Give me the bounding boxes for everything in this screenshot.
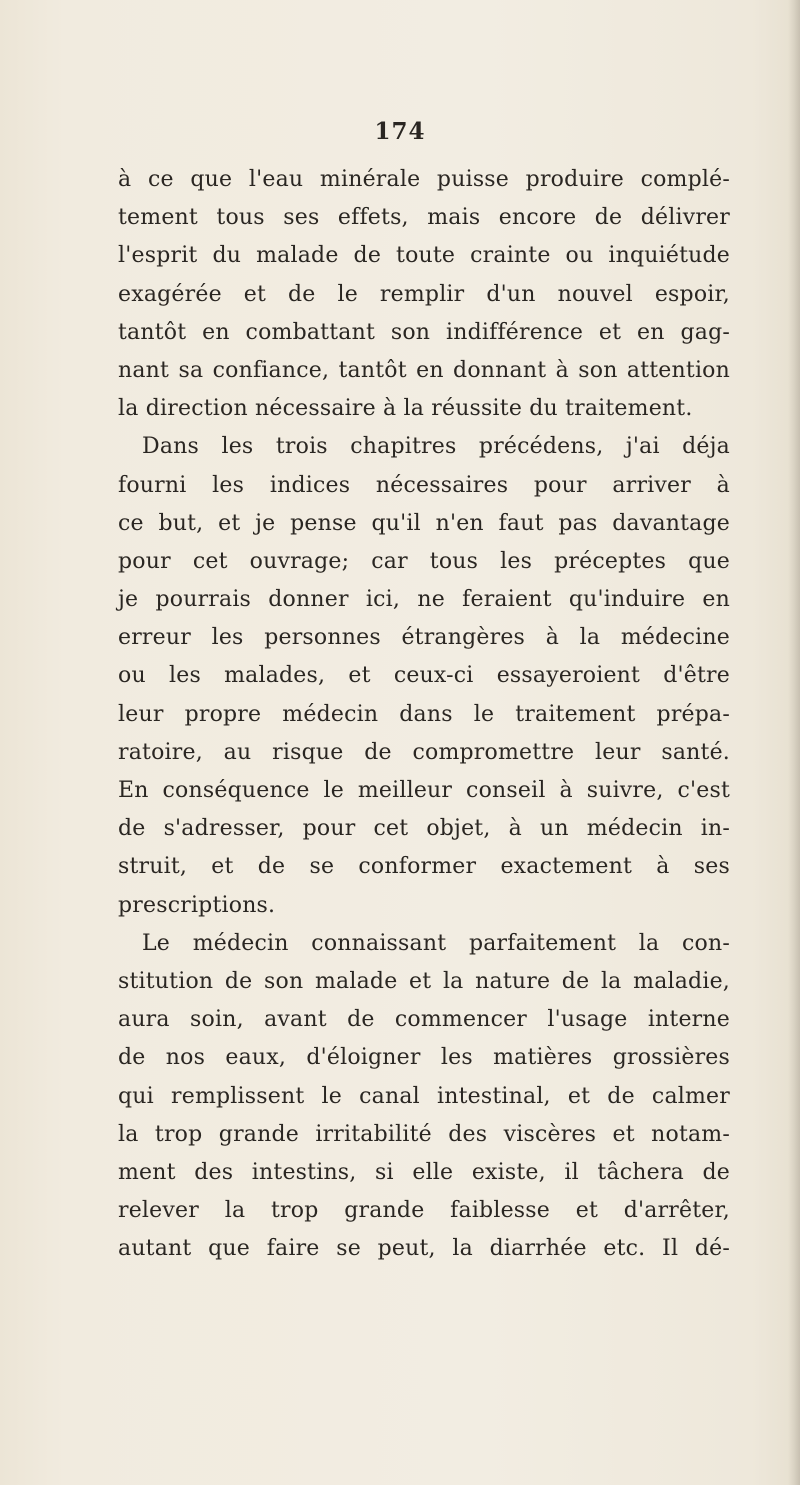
text-line: prescriptions. [118, 892, 276, 918]
text-line: fourni les indices nécessaires pour arriver à [118, 472, 730, 498]
text-line: aura soin, avant de commencer l'usage interne [118, 1007, 730, 1033]
text-line: tement tous ses effets, mais encore de délivrer [118, 205, 730, 231]
text-line: pour cet ouvrage; car tous les préceptes que [118, 548, 730, 574]
text-line: qui remplissent le canal intestinal, et de calmer [118, 1083, 730, 1109]
text-line: la trop grande irritabilité des viscères et notam- [118, 1121, 730, 1147]
text-line: de s'adresser, pour cet objet, à un médecin in- [118, 816, 730, 842]
text-line: ce but, et je pense qu'il n'en faut pas davantage [118, 510, 730, 536]
text-line: En conséquence le meilleur conseil à suivre, c'est [118, 778, 730, 803]
text-line: ratoire, au risque de compromettre leur santé. [118, 739, 730, 765]
text-line: erreur les personnes étrangères à la médecine [118, 625, 730, 651]
text-line: ou les malades, et ceux-ci essayeroient d'être [118, 663, 730, 689]
body-text [118, 161, 730, 1268]
page-edge-shadow [788, 0, 800, 1485]
text-line: autant que faire se peut, la diarrhée etc. Il dé- [118, 1236, 730, 1262]
text-line: stitution de son malade et la nature de la maladie, [118, 968, 730, 994]
text-line: nant sa confiance, tantôt en donnant à son attention [118, 357, 730, 383]
text-line: Le médecin connaissant parfaitement la con- [142, 930, 730, 956]
text-line: struit, et de se conformer exactement à ses [118, 854, 730, 880]
text-line: à ce que l'eau minérale puisse produire complé- [118, 167, 730, 192]
text-line: Dans les trois chapitres précédens, j'ai déja [142, 434, 730, 460]
text-line: leur propre médecin dans le traitement prépa- [118, 701, 730, 727]
page-number: 174 [374, 118, 426, 145]
text-line: relever la trop grande faiblesse et d'arrêter, [118, 1198, 730, 1224]
text-line: ment des intestins, si elle existe, il tâchera de [118, 1159, 730, 1185]
text-line: je pourrais donner ici, ne feraient qu'induire en [118, 587, 730, 613]
text-line: tantôt en combattant son indifférence et en gag- [118, 319, 730, 345]
text-line: de nos eaux, d'éloigner les matières grossières [118, 1045, 730, 1071]
text-line: l'esprit du malade de toute crainte ou inquiétude [118, 243, 730, 269]
text-line: exagérée et de le remplir d'un nouvel espoir, [118, 281, 730, 307]
text-line: la direction nécessaire à la réussite du traitement. [118, 396, 693, 422]
